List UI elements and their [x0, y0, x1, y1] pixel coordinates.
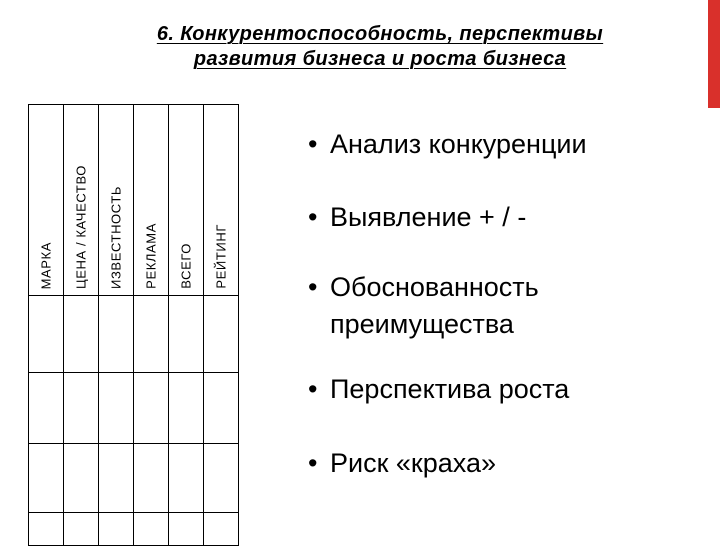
bullet-dot-icon: • — [308, 272, 318, 302]
bullet-item — [308, 126, 688, 163]
table-cell — [204, 513, 239, 546]
table-cell — [204, 296, 239, 373]
table-cell — [204, 444, 239, 513]
slide-title — [80, 22, 680, 72]
bullet-item — [308, 445, 688, 482]
title-line-2: развития бизнеса и роста бизнеса — [193, 48, 567, 70]
bullet-text: Перспектива роста — [330, 374, 570, 404]
header-cell-advertising: РЕКЛАМА — [134, 105, 169, 296]
rating-table — [28, 104, 239, 546]
bullet-dot-icon: • — [308, 448, 318, 478]
accent-bar — [708, 0, 720, 108]
table-cell — [99, 444, 134, 513]
bullet-item — [308, 371, 688, 408]
table-cell — [29, 373, 64, 444]
bullet-dot-icon: • — [308, 374, 318, 404]
bullet-dot-icon: • — [308, 202, 318, 232]
header-cell-brand: МАРКА — [29, 105, 64, 296]
table-cell — [134, 373, 169, 444]
header-cell-rating: РЕЙТИНГ — [204, 105, 239, 296]
table-cell — [99, 296, 134, 373]
bullet-item — [308, 199, 688, 236]
table-cell — [169, 444, 204, 513]
table-cell — [99, 373, 134, 444]
table-row — [29, 444, 239, 513]
table-cell — [29, 296, 64, 373]
bullet-dot-icon: • — [308, 129, 318, 159]
table-row — [29, 513, 239, 546]
table-header-row — [29, 105, 239, 296]
table-cell — [64, 373, 99, 444]
table-row — [29, 373, 239, 444]
table-cell — [169, 373, 204, 444]
bullet-list — [308, 126, 688, 482]
table-row — [29, 296, 239, 373]
header-cell-awareness: ИЗВЕСТНОСТЬ — [99, 105, 134, 296]
header-cell-total: ВСЕГО — [169, 105, 204, 296]
bullet-text: Выявление + / - — [330, 202, 527, 232]
title-line-1: 6. Конкурентоспособность, перспективы — [156, 23, 604, 45]
table-cell — [29, 444, 64, 513]
bullet-item — [308, 269, 688, 343]
header-cell-price-quality: ЦЕНА / КАЧЕСТВО — [64, 105, 99, 296]
table-cell — [29, 513, 64, 546]
table-cell — [64, 296, 99, 373]
table-cell — [169, 513, 204, 546]
table-cell — [64, 444, 99, 513]
table-cell — [99, 513, 134, 546]
bullet-text: Риск «краха» — [330, 448, 496, 478]
table-cell — [134, 513, 169, 546]
table-cell — [64, 513, 99, 546]
table-cell — [204, 373, 239, 444]
table-cell — [134, 296, 169, 373]
table-cell — [169, 296, 204, 373]
table-cell — [134, 444, 169, 513]
bullet-text: Анализ конкуренции — [330, 129, 587, 159]
bullet-text: Обоснованность преимущества — [330, 272, 539, 339]
